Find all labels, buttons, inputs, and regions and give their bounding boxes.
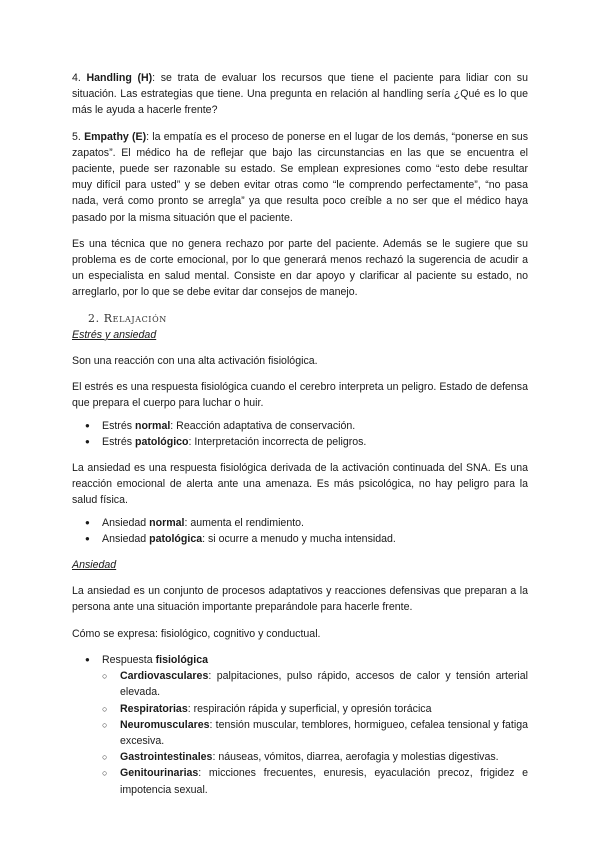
paragraph-text: : se trata de evaluar los recursos que tiene el paciente para lidiar con su situación. Las estrategias que tiene. Una pregunta en relación al handling sería ¿Qué es lo que más le ayuda a hacerle frente? [72,72,528,117]
paragraph-ansiedad-definicion: La ansiedad es una respuesta fisiológica derivada de la activación continuada del SNA. Es una reacción emocional de alerta ante una amenaza. Es más psicológica, no hay peligro para la salud física. [72,462,528,507]
section-heading: 2. Relajación [88,311,167,325]
sublist-item [72,749,528,765]
subheading-estres-ansiedad [72,327,528,343]
list-item-text: : Reacción adaptativa de conservación. [170,419,356,432]
list-item-term: fisiológica [155,653,208,666]
item-number: 5. [72,130,85,143]
item-number: 4. [72,72,87,84]
sublist-item-text: : respiración rápida y superficial, y opresión torácica [187,702,432,715]
sublist-item-term: Cardiovasculares [120,670,209,683]
list-item-term: normal [134,419,171,432]
paragraph-estres: El estrés es una respuesta fisiológica cuando el cerebro interpreta un peligro. Estado de defensa que prepara el cuerpo para luchar o huir. [72,381,528,410]
document-page [72,70,528,798]
paragraph-tecnica: Es una técnica que no genera rechazo por parte del paciente. Además se le sugiere que su problema es de corte emocional, por lo que generará menos rechazó la sugerencia de acudir a un especialista en salud mental. Consiste en dar apoyo y clarificar al paciente su estado, no arreglarlo, por lo que se debe evitar dar consejos de manejo. [72,237,528,299]
list-item-text: : si ocurre a menudo y mucha intensidad. [202,532,396,545]
paragraph-como-se-expresa: Cómo se expresa: fisiológico, cognitivo y conductual. [72,627,321,640]
list-item-text: Ansiedad [102,532,150,545]
sublist-item [72,717,528,749]
sublist-item-term: Neuromusculares [120,718,210,731]
list-item [72,531,528,547]
term-handling: Handling (H) [86,72,153,84]
sublist-item [72,765,528,797]
subheading-text: Ansiedad [72,559,117,572]
paragraph-empathy [72,129,528,226]
sublist-item-term: Gastrointestinales [120,751,213,764]
list-item [72,434,528,450]
term-empathy: Empathy (E) [84,130,147,143]
sublist-item-text: : micciones frecuentes, enuresis, eyaculación precoz, frigidez e impotencia sexual. [120,767,528,796]
list-item [72,515,528,531]
sublist-item-text: : náuseas, vómitos, diarrea, aerofagia y molestias digestivas. [212,751,499,764]
sublist-item [72,668,528,700]
sublist-item-text: : tensión muscular, temblores, hormigueo, cefalea tensional y fatiga excesiva. [120,718,528,747]
list-item-text: Estrés [102,419,135,432]
list-item [72,418,528,434]
sublist-item-text: : palpitaciones, pulso rápido, accesos de calor y tensión arterial elevada. [120,670,528,699]
paragraph-ansiedad-procesos: La ansiedad es un conjunto de procesos adaptativos y reacciones defensivas que preparan a la persona ante una situación importante preparándole para hacerle frente. [72,585,528,614]
paragraph-handling [72,70,528,119]
list-item-text: Respuesta [102,653,156,666]
sublist-item-term: Respiratorias [120,702,188,715]
respuesta-list [72,652,528,798]
ansiedad-list [72,515,528,547]
sublist-item [72,701,528,717]
list-item-text: Ansiedad [102,516,150,529]
subheading-text: Estrés y ansiedad [72,328,157,341]
sublist-item-term: Genitourinarias [120,767,199,780]
fisiologica-sublist [72,668,528,798]
list-item [72,652,528,798]
list-item-text: : aumenta el rendimiento. [184,516,304,529]
list-item-text: : Interpretación incorrecta de peligros. [188,435,367,448]
paragraph-reaccion: Son una reacción con una alta activación fisiológica. [72,355,318,368]
list-item-term: normal [149,516,185,529]
list-item-text: Estrés [102,435,135,448]
estres-list [72,418,528,450]
list-item-term: patológico [134,435,189,448]
list-item-term: patológica [149,532,203,545]
subheading-ansiedad [72,557,528,573]
paragraph-text: : la empatía es el proceso de ponerse en el lugar de los demás, “ponerse en sus zapatos”. El médico ha de reflejar que bajo las circunstancias en las que se encuentra el paciente, puede ser razonable su estado. Se emplean expresiones como “esto debe resultar muy difícil para usted” y se deben evitar otras como “le comprendo perfectamente”, “no pasa nada, verá como pronto se arregla” ya que resulta poco creíble a no ser que el médico haya pasado por la misma situación que el paciente. [72,130,528,224]
